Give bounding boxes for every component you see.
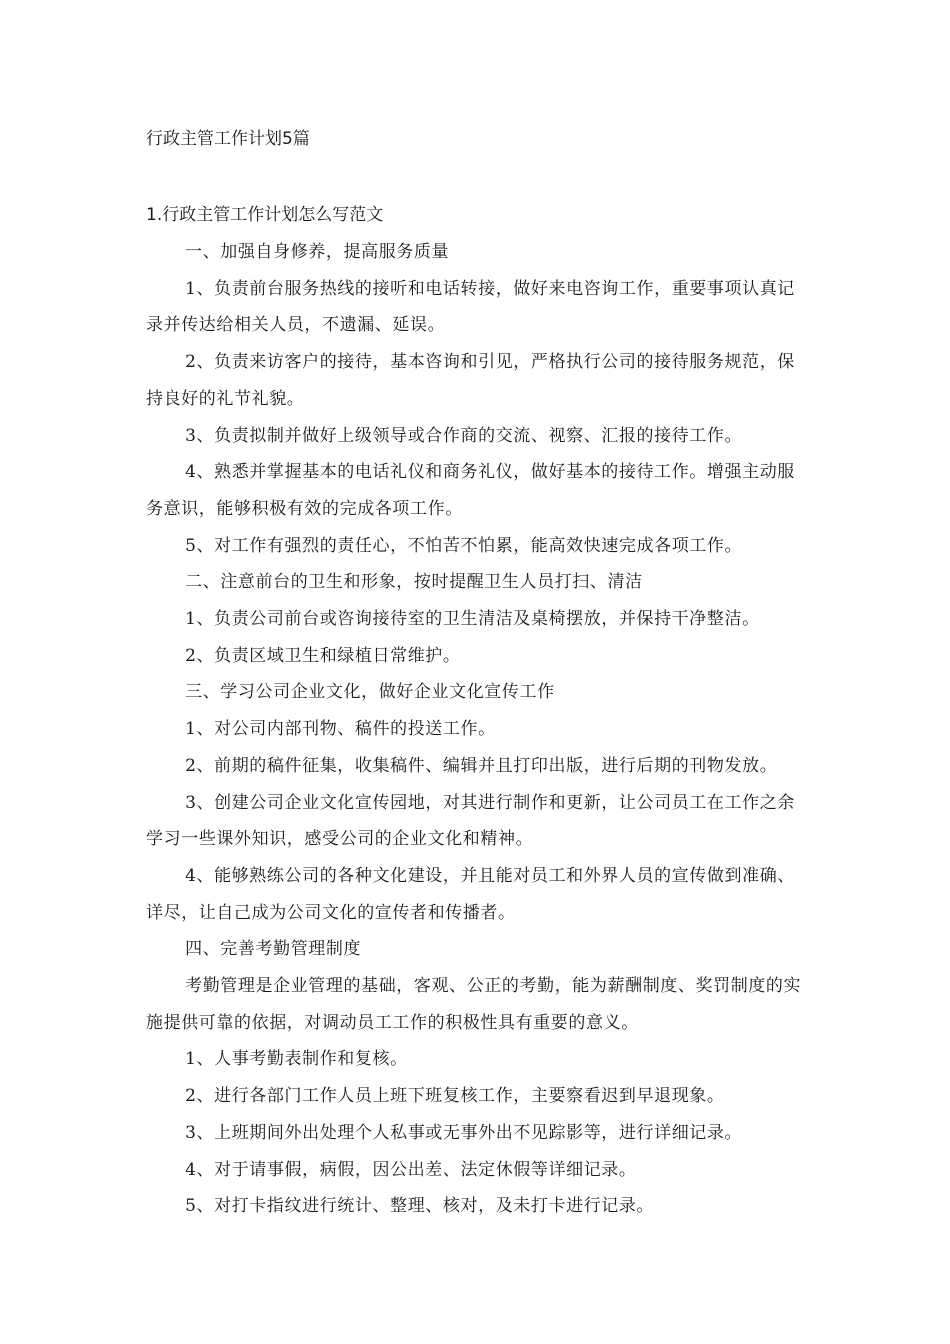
paragraph: 3、上班期间外出处理个人私事或无事外出不见踪影等，进行详细记录。 [185, 1122, 743, 1143]
paragraph-heading-2: 二、注意前台的卫生和形象，按时提醒卫生人员打扫、清洁 [185, 572, 643, 593]
paragraph-heading-4: 四、完善考勤管理制度 [185, 939, 362, 960]
paragraph: 4、对于请事假，病假，因公出差、法定休假等详细记录。 [185, 1159, 637, 1180]
paragraph: 1、负责公司前台或咨询接待室的卫生清洁及桌椅摆放，并保持干净整洁。 [185, 609, 760, 630]
paragraph-heading-1: 一、加强自身修养，提高服务质量 [185, 242, 450, 262]
paragraph: 1、对公司内部刊物、稿件的投送工作。 [185, 719, 496, 740]
paragraph: 3、负责拟制并做好上级领导或合作商的交流、视察、汇报的接待工作。 [185, 425, 743, 446]
paragraph-heading-3: 三、学习公司企业文化，做好企业文化宣传工作 [185, 682, 555, 703]
paragraph: 4、熟悉并掌握基本的电话礼仪和商务礼仪，做好基本的接待工作。增强主动服务意识，能够积极有效的完成各项工作。 [146, 462, 795, 519]
paragraph: 1、负责前台服务热线的接听和电话转接，做好来电咨询工作，重要事项认真记录并传达给相关人员，不遗漏、延误。 [146, 278, 795, 336]
paragraph: 3、创建公司企业文化宣传园地，对其进行制作和更新，让公司员工在工作之余学习一些课外知识，感受公司的企业文化和精神。 [146, 792, 795, 850]
paragraph: 考勤管理是企业管理的基础，客观、公正的考勤，能为薪酬制度、奖罚制度的实施提供可靠的依据，对调动员工工作的积极性具有重要的意义。 [146, 976, 802, 1033]
paragraph: 2、负责区域卫生和绿植日常维护。 [185, 645, 461, 666]
paragraph: 1、人事考勤表制作和复核。 [185, 1049, 408, 1070]
paragraph: 2、负责来访客户的接待，基本咨询和引见，严格执行公司的接待服务规范，保持良好的礼节礼貌。 [146, 352, 795, 409]
paragraph: 4、能够熟练公司的各种文化建设，并且能对员工和外界人员的宣传做到准确、详尽，让自己成为公司文化的宣传者和传播者。 [146, 865, 795, 923]
paragraph: 2、进行各部门工作人员上班下班复核工作，主要察看迟到早退现象。 [185, 1086, 725, 1107]
section-heading: 1.行政主管工作计划怎么写范文 [146, 205, 384, 225]
paragraph: 2、前期的稿件征集，收集稿件、编辑并且打印出版，进行后期的刊物发放。 [185, 755, 778, 776]
paragraph: 5、对打卡指纹进行统计、整理、核对，及未打卡进行记录。 [185, 1196, 655, 1217]
document-title: 行政主管工作计划5篇 [146, 129, 310, 149]
paragraph: 5、对工作有强烈的责任心，不怕苦不怕累，能高效快速完成各项工作。 [185, 535, 743, 556]
document-body [146, 234, 808, 1225]
